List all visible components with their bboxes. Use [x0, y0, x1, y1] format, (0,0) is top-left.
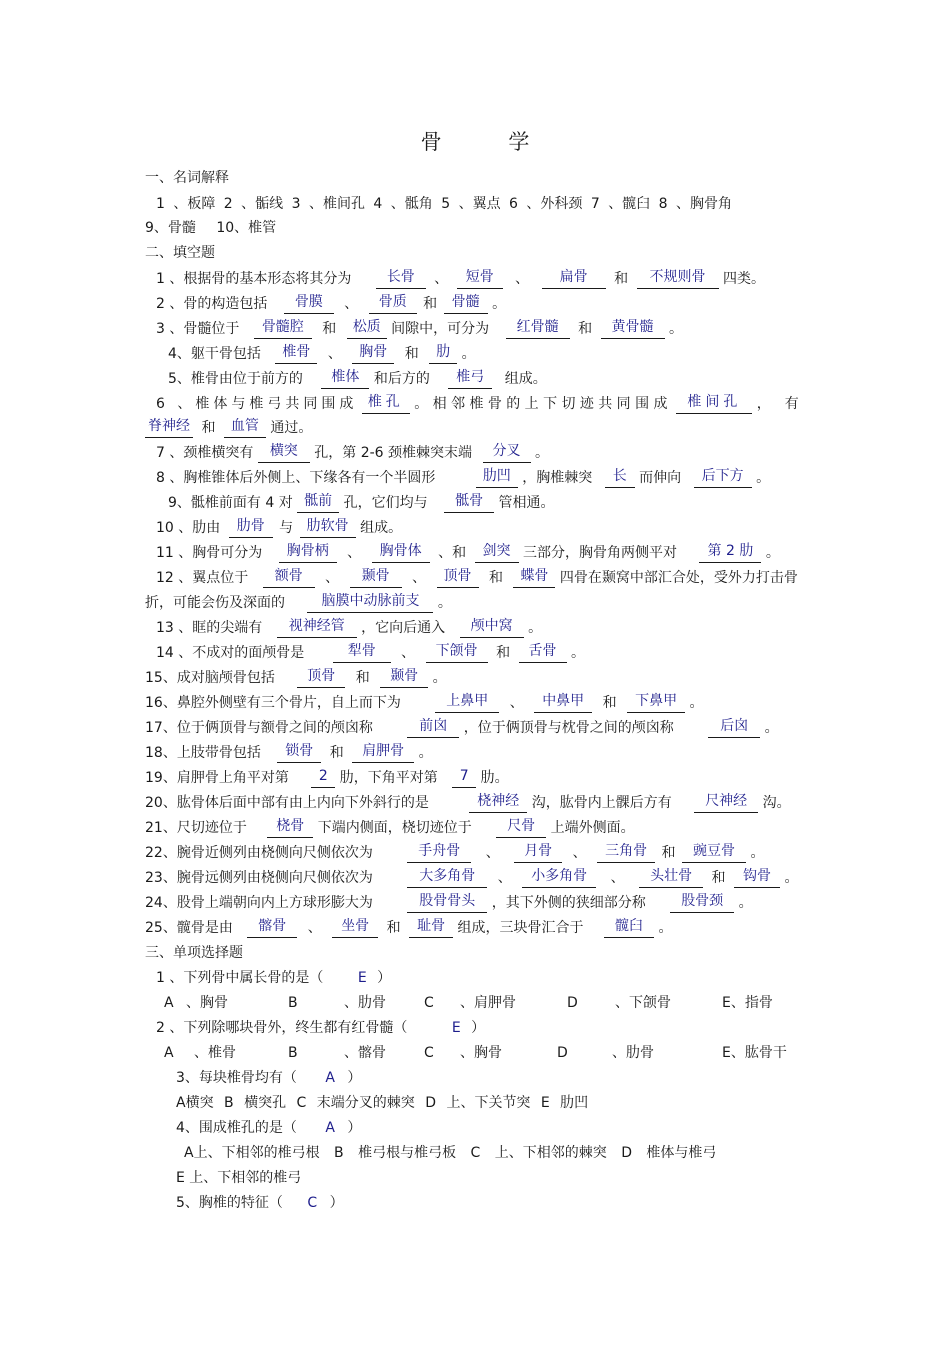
answer-blank: 上鼻甲 [435, 691, 499, 713]
answer-blank: 剑突 [475, 541, 519, 563]
text-segment: 和 [404, 346, 419, 362]
section-2-heading [0, 241, 950, 265]
answer-blank: 下颌骨 [426, 641, 488, 663]
fill-q23 [0, 866, 950, 890]
text-segment: ，它向后通入 [361, 620, 446, 636]
answer-blank: 前囟 [407, 716, 459, 738]
text-segment: 、 [509, 695, 524, 711]
answer-blank: 骨髓腔 [254, 317, 312, 339]
text-segment: 孔，它们均与 [343, 495, 428, 511]
text-segment: A [164, 1045, 174, 1061]
fill-q17 [0, 716, 950, 740]
text-segment: E、指骨 [722, 995, 773, 1011]
text-segment: 、 [434, 271, 449, 287]
answer-blank: 椎孔 [362, 392, 410, 414]
text-segment: B [288, 995, 298, 1011]
choice-q5-stem [0, 1191, 950, 1215]
text-segment: 5、椎骨由位于前方的 [168, 371, 303, 387]
text-segment: 17、位于俩顶骨与额骨之间的颅囟称 [145, 720, 373, 736]
text-segment: 和 [496, 645, 511, 661]
text-segment: 组成。 [360, 520, 403, 536]
section-1-heading [0, 166, 950, 190]
text-segment: 、 [572, 845, 587, 861]
text-segment: 11 、胸骨可分为 [156, 545, 263, 561]
answer-blank: 头壮骨 [639, 866, 703, 888]
fill-q11 [0, 541, 950, 565]
fill-q12-cont [0, 591, 950, 615]
answer-blank: 7 [452, 766, 476, 788]
text-segment: 18、上肢带骨包括 [145, 745, 261, 761]
page-title: 骨 学 [420, 130, 560, 154]
text-segment: 。 [738, 895, 753, 911]
fill-q7 [0, 441, 950, 465]
fill-q1 [0, 267, 950, 291]
text-segment: 14 、不成对的面颅骨是 [156, 645, 305, 661]
text-segment: 、 [515, 271, 530, 287]
fill-q10 [0, 516, 950, 540]
answer-blank: 颅中窝 [460, 616, 524, 638]
text-segment: 。 [492, 296, 507, 312]
text-segment: 组成。 [504, 371, 547, 387]
fill-q25 [0, 916, 950, 940]
text-segment: 15、成对脑颅骨包括 [145, 670, 275, 686]
text-segment: 、 [485, 845, 500, 861]
answer-blank: 耻骨 [409, 916, 453, 938]
choice-q4-stem [0, 1116, 950, 1140]
answer-blank: 扁骨 [542, 267, 606, 289]
choice-q1-stem [0, 966, 950, 990]
text-segment: 和 [602, 695, 617, 711]
text-segment: 和 [386, 920, 401, 936]
text-segment: ） [377, 970, 392, 986]
fill-q12 [0, 566, 950, 590]
fill-q21 [0, 816, 950, 840]
answer-blank: 尺神经 [694, 791, 758, 813]
answer-blank: 月骨 [514, 841, 562, 863]
answer-blank: 椎弓 [448, 367, 492, 389]
answer-blank: 分叉 [483, 441, 531, 463]
text-segment: 三、单项选择题 [145, 945, 243, 961]
answer-blank: 长 [605, 466, 635, 488]
answer-blank: 骶骨 [444, 491, 494, 513]
fill-q19 [0, 766, 950, 790]
text-segment: 。 [658, 920, 673, 936]
text-segment: 沟。 [762, 795, 791, 811]
text-segment: C [424, 1045, 434, 1061]
text-segment: 6 、椎体与椎弓共同围成 [156, 396, 358, 412]
fill-q8 [0, 466, 950, 490]
text-segment: 2 、下列除哪块骨外，终生都有红骨髓（ [156, 1020, 408, 1036]
fill-q5 [0, 367, 950, 391]
text-segment: A横突 B 横突孔 C 末端分叉的棘突 D 上、下关节突 E 肋凹 [176, 1095, 589, 1111]
answer-blank: 松质 [347, 317, 387, 339]
text-segment: 4、围成椎孔的是（ [176, 1120, 297, 1136]
text-segment: C [424, 995, 434, 1011]
fill-q24 [0, 891, 950, 915]
text-segment: 。 [461, 346, 476, 362]
answer-blank: 骨髓 [444, 292, 488, 314]
answer-blank: 桡骨 [267, 816, 313, 838]
text-segment: 。 [534, 445, 549, 461]
text-segment: 、 [347, 545, 362, 561]
answer-blank: 股骨颈 [670, 891, 734, 913]
text-segment: 、肋骨 [612, 1045, 654, 1061]
choice-q2-options [0, 1041, 950, 1065]
text-segment: 下端内侧面，桡切迹位于 [317, 820, 472, 836]
fill-q3 [0, 317, 950, 341]
section-3-heading [0, 941, 950, 965]
choice-answer: C [307, 1195, 318, 1211]
answer-blank: 长骨 [376, 267, 426, 289]
answer-blank: 钩骨 [734, 866, 780, 888]
answer-blank: 肋 [429, 342, 457, 364]
fill-q16 [0, 691, 950, 715]
choice-answer: E [357, 970, 367, 986]
fill-q13 [0, 616, 950, 640]
text-segment: 、 [344, 296, 359, 312]
text-segment: 管相通。 [498, 495, 555, 511]
text-segment: 。 [764, 720, 779, 736]
text-segment: 3、每块椎骨均有（ [176, 1070, 297, 1086]
answer-blank: 手舟骨 [407, 841, 471, 863]
text-segment: 、肋骨 [344, 995, 386, 1011]
text-segment: 1 、根据骨的基本形态将其分为 [156, 271, 352, 287]
text-segment: ） [347, 1070, 362, 1086]
answer-blank: 锁骨 [277, 741, 321, 763]
answer-blank: 后囟 [708, 716, 760, 738]
answer-blank: 桡神经 [469, 791, 527, 813]
text-segment: B [288, 1045, 298, 1061]
answer-blank: 豌豆骨 [682, 841, 746, 863]
text-segment: 和 [711, 870, 726, 886]
text-segment: 和后方的 [373, 371, 430, 387]
choice-q2-stem [0, 1016, 950, 1040]
text-segment: 和 [614, 271, 629, 287]
text-segment: 而伸向 [639, 470, 682, 486]
fill-q2 [0, 292, 950, 316]
text-segment: 21、尺切迹位于 [145, 820, 247, 836]
text-segment: 9、骶椎前面有 4 对 [168, 495, 293, 511]
text-segment: 和 [661, 845, 676, 861]
text-segment: 。 [784, 870, 799, 886]
text-segment: 。 [437, 595, 452, 611]
answer-blank: 胸骨 [352, 342, 394, 364]
text-segment: 和 [201, 420, 216, 436]
text-segment: 、髂骨 [344, 1045, 386, 1061]
text-segment: 折，可能会伤及深面的 [145, 595, 285, 611]
answer-blank: 顶骨 [437, 566, 479, 588]
answer-blank: 骨膜 [284, 292, 334, 314]
text-segment: 7 、颈椎横突有 [156, 445, 254, 461]
text-segment: D [557, 1045, 568, 1061]
text-segment: A上、下相邻的椎弓根 B 椎弓根与椎弓板 C 上、下相邻的棘突 D 椎体与椎弓 [184, 1145, 717, 1161]
text-segment: 23、腕骨远侧列由桡侧向尺侧依次为 [145, 870, 373, 886]
answer-blank: 三角骨 [597, 841, 655, 863]
answer-blank: 颞骨 [350, 566, 402, 588]
text-segment: 、 [412, 570, 427, 586]
text-segment: 四骨在颞窝中部汇合处，受外力打击骨 [559, 570, 798, 586]
answer-blank: 肋凹 [476, 466, 518, 488]
answer-blank: 视神经管 [277, 616, 357, 638]
text-segment: 和 [355, 670, 370, 686]
text-segment: E 上、下相邻的椎弓 [176, 1170, 302, 1186]
choice-q4-options-cont [0, 1166, 950, 1190]
text-segment: 。 [756, 470, 771, 486]
text-segment: 肋，下角平对第 [339, 770, 438, 786]
fill-q6 [0, 392, 950, 416]
answer-blank: 2 [311, 766, 335, 788]
text-segment: E、肱骨干 [722, 1045, 787, 1061]
text-segment: 。 [668, 321, 683, 337]
text-segment: 、和 [438, 545, 467, 561]
text-segment: 3 、骨髓位于 [156, 321, 240, 337]
text-segment: 、下颌骨 [615, 995, 671, 1011]
choice-q4-options [0, 1141, 950, 1165]
text-segment: 、 [401, 645, 416, 661]
answer-blank: 骨质 [369, 292, 417, 314]
text-segment: 和 [423, 296, 438, 312]
fill-q9 [0, 491, 950, 515]
text-segment: 9、骨髓 10、椎管 [145, 220, 277, 236]
answer-blank: 肋软骨 [300, 516, 356, 538]
text-segment: 、 [325, 570, 340, 586]
answer-blank: 椎骨 [275, 342, 317, 364]
text-segment: 与 [279, 520, 294, 536]
answer-blank: 骶前 [297, 491, 339, 513]
answer-blank: 血管 [224, 416, 266, 438]
text-segment: 。 [765, 545, 780, 561]
choice-answer: A [325, 1070, 335, 1086]
text-segment: 10 、肋由 [156, 520, 221, 536]
answer-blank: 颞骨 [380, 666, 428, 688]
fill-q14 [0, 641, 950, 665]
answer-blank: 不规则骨 [637, 267, 719, 289]
text-segment: 。 [528, 620, 543, 636]
text-segment: 、胸骨 [460, 1045, 502, 1061]
answer-blank: 髂骨 [247, 916, 297, 938]
text-segment: 。 [570, 645, 585, 661]
answer-blank: 脑膜中动脉前支 [307, 591, 433, 613]
text-segment: 、椎骨 [194, 1045, 236, 1061]
text-segment: 和 [322, 321, 337, 337]
answer-blank: 脊神经 [145, 416, 193, 438]
text-segment: 、肩胛骨 [460, 995, 516, 1011]
fill-q6-cont [0, 416, 950, 440]
text-segment: 1 、下列骨中属长骨的是（ [156, 970, 324, 986]
text-segment: 5、胸椎的特征（ [176, 1195, 283, 1211]
fill-q18 [0, 741, 950, 765]
text-segment: 、 [610, 870, 625, 886]
fill-q22 [0, 841, 950, 865]
choice-q1-options [0, 991, 950, 1015]
fill-q4 [0, 342, 950, 366]
text-segment: 、 [307, 920, 322, 936]
text-segment: 三部分，胸骨角两侧平对 [522, 545, 677, 561]
text-segment: 22、腕骨近侧列由桡侧向尺侧依次为 [145, 845, 373, 861]
answer-blank: 小多角骨 [522, 866, 596, 888]
answer-blank: 顶骨 [297, 666, 345, 688]
answer-blank: 犁骨 [333, 641, 391, 663]
answer-blank: 下鼻甲 [627, 691, 685, 713]
text-segment: 25、髋骨是由 [145, 920, 233, 936]
text-segment: 24、股骨上端朝向内上方球形膨大为 [145, 895, 373, 911]
text-segment: 2 、骨的构造包括 [156, 296, 268, 312]
text-segment: 。 [689, 695, 704, 711]
answer-blank: 股骨骨头 [407, 891, 487, 913]
text-segment: 上端外侧面。 [550, 820, 635, 836]
text-segment: ，其下外侧的狭细部分称 [491, 895, 646, 911]
text-segment: ） [347, 1120, 362, 1136]
text-segment: 19、肩胛骨上角平对第 [145, 770, 289, 786]
text-segment: 和 [578, 321, 593, 337]
answer-blank: 椎间孔 [676, 392, 752, 414]
text-segment: 孔，第 2-6 颈椎棘突末端 [314, 445, 473, 461]
text-segment: 和 [329, 745, 344, 761]
terms-line-2 [0, 216, 950, 240]
text-segment: 。 [750, 845, 765, 861]
answer-blank: 中鼻甲 [534, 691, 592, 713]
text-segment: 。相邻椎骨的上下切迹共同围成 [414, 396, 672, 412]
text-segment: 。 [418, 745, 433, 761]
answer-blank: 肋骨 [229, 516, 273, 538]
answer-blank: 额骨 [263, 566, 315, 588]
text-segment: 二、填空题 [145, 245, 215, 261]
text-segment: 四类。 [722, 271, 765, 287]
answer-blank: 短骨 [457, 267, 503, 289]
text-segment: D [567, 995, 578, 1011]
answer-blank: 大多角骨 [407, 866, 487, 888]
answer-blank: 红骨髓 [506, 317, 570, 339]
text-segment: 16、鼻腔外侧壁有三个骨片，自上而下为 [145, 695, 401, 711]
text-segment: ） [329, 1195, 344, 1211]
answer-blank: 胸骨体 [372, 541, 430, 563]
text-segment: 通过。 [270, 420, 313, 436]
text-segment: 、胸骨 [186, 995, 228, 1011]
text-segment: 12 、翼点位于 [156, 570, 249, 586]
text-segment: 、 [497, 870, 512, 886]
answer-blank: 横突 [258, 441, 310, 463]
text-segment: 一、名词解释 [145, 170, 229, 186]
terms-line-1 [0, 192, 950, 216]
fill-q15 [0, 666, 950, 690]
answer-blank: 舌骨 [519, 641, 567, 663]
choice-q3-stem [0, 1066, 950, 1090]
answer-blank: 肩胛骨 [352, 741, 414, 763]
text-segment: 1 、板障 2 、骺线 3 、椎间孔 4 、骶角 5 、翼点 6 、外科颈 7 、髋臼 8 、胸骨角 [156, 196, 733, 212]
answer-blank: 第 2 肋 [699, 541, 761, 563]
answer-blank: 胸骨柄 [279, 541, 337, 563]
text-segment: 13 、眶的尖端有 [156, 620, 263, 636]
text-segment: 8 、胸椎锥体后外侧上、下缘各有一个半圆形 [156, 470, 436, 486]
text-segment: ） [471, 1020, 486, 1036]
answer-blank: 蝶骨 [513, 566, 555, 588]
answer-blank: 尺骨 [496, 816, 546, 838]
text-segment: 4、躯干骨包括 [168, 346, 261, 362]
text-segment: 、 [327, 346, 342, 362]
text-segment: 沟，肱骨内上髁后方有 [531, 795, 672, 811]
answer-blank: 髋臼 [604, 916, 654, 938]
text-segment: 肋。 [480, 770, 509, 786]
text-segment: 组成，三块骨汇合于 [457, 920, 584, 936]
choice-q3-options [0, 1091, 950, 1115]
text-segment: 。 [432, 670, 447, 686]
answer-blank: 坐骨 [332, 916, 378, 938]
answer-blank: 后下方 [694, 466, 752, 488]
text-segment: ，有 [756, 396, 813, 412]
text-segment: 20、肱骨体后面中部有由上内向下外斜行的是 [145, 795, 429, 811]
text-segment: A [164, 995, 174, 1011]
text-segment: 和 [488, 570, 503, 586]
text-segment: ，胸椎棘突 [522, 470, 593, 486]
choice-answer: A [325, 1120, 335, 1136]
fill-q20 [0, 791, 950, 815]
answer-blank: 椎体 [321, 367, 369, 389]
text-segment: ，位于俩顶骨与枕骨之间的颅囟称 [463, 720, 674, 736]
choice-answer: E [451, 1020, 461, 1036]
answer-blank: 黄骨髓 [601, 317, 665, 339]
text-segment: 间隙中，可分为 [391, 321, 490, 337]
